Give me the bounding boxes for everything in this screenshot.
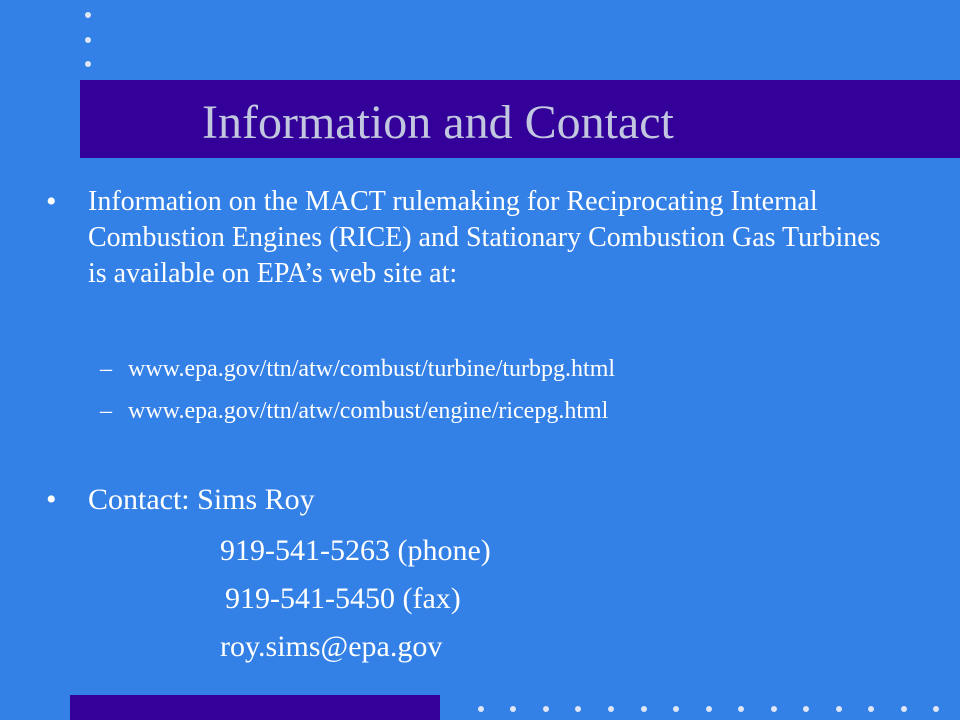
turbine-url[interactable]: www.epa.gov/ttn/atw/combust/turbine/turbpg.html (128, 356, 616, 382)
decorative-dot (85, 12, 91, 18)
decorative-dot (575, 706, 581, 712)
decorative-dot (543, 706, 549, 712)
contact-name: Contact: Sims Roy (88, 483, 315, 516)
bottom-band (70, 695, 440, 720)
decorative-dot (901, 706, 907, 712)
bullet-text: Information on the MACT rulemaking for Reciprocating Internal Combustion Engines (RICE) and Stationary Combustion Gas Turbines is available on EPA’s web site at: (88, 186, 881, 289)
decorative-dot (933, 706, 939, 712)
decorative-dot (771, 706, 777, 712)
decorative-dot (478, 706, 484, 712)
slide-title: Information and Contact (202, 96, 674, 149)
decorative-dot (608, 706, 614, 712)
subbullet-engine-link[interactable] (100, 396, 608, 426)
contact-email[interactable]: roy.sims@epa.gov (220, 630, 443, 663)
bullet-marker: • (46, 185, 57, 218)
subbullet-turbine-link[interactable] (100, 354, 615, 384)
decorative-dot (836, 706, 842, 712)
decorative-dot (673, 706, 679, 712)
engine-url[interactable]: www.epa.gov/ttn/atw/combust/engine/ricepg.html (128, 398, 609, 424)
decorative-dot (510, 706, 516, 712)
decorative-dot (706, 706, 712, 712)
subbullet-marker: – (100, 356, 112, 382)
bullet-marker: • (46, 483, 57, 516)
contact-fax: 919-541-5450 (fax) (225, 582, 461, 615)
contact-phone: 919-541-5263 (phone) (220, 534, 491, 567)
decorative-dot (85, 37, 91, 43)
decorative-dot (803, 706, 809, 712)
decorative-dot (738, 706, 744, 712)
decorative-dot (868, 706, 874, 712)
decorative-dot (85, 61, 91, 67)
bullet-contact (46, 482, 646, 522)
decorative-dot (641, 706, 647, 712)
subbullet-marker: – (100, 398, 112, 424)
